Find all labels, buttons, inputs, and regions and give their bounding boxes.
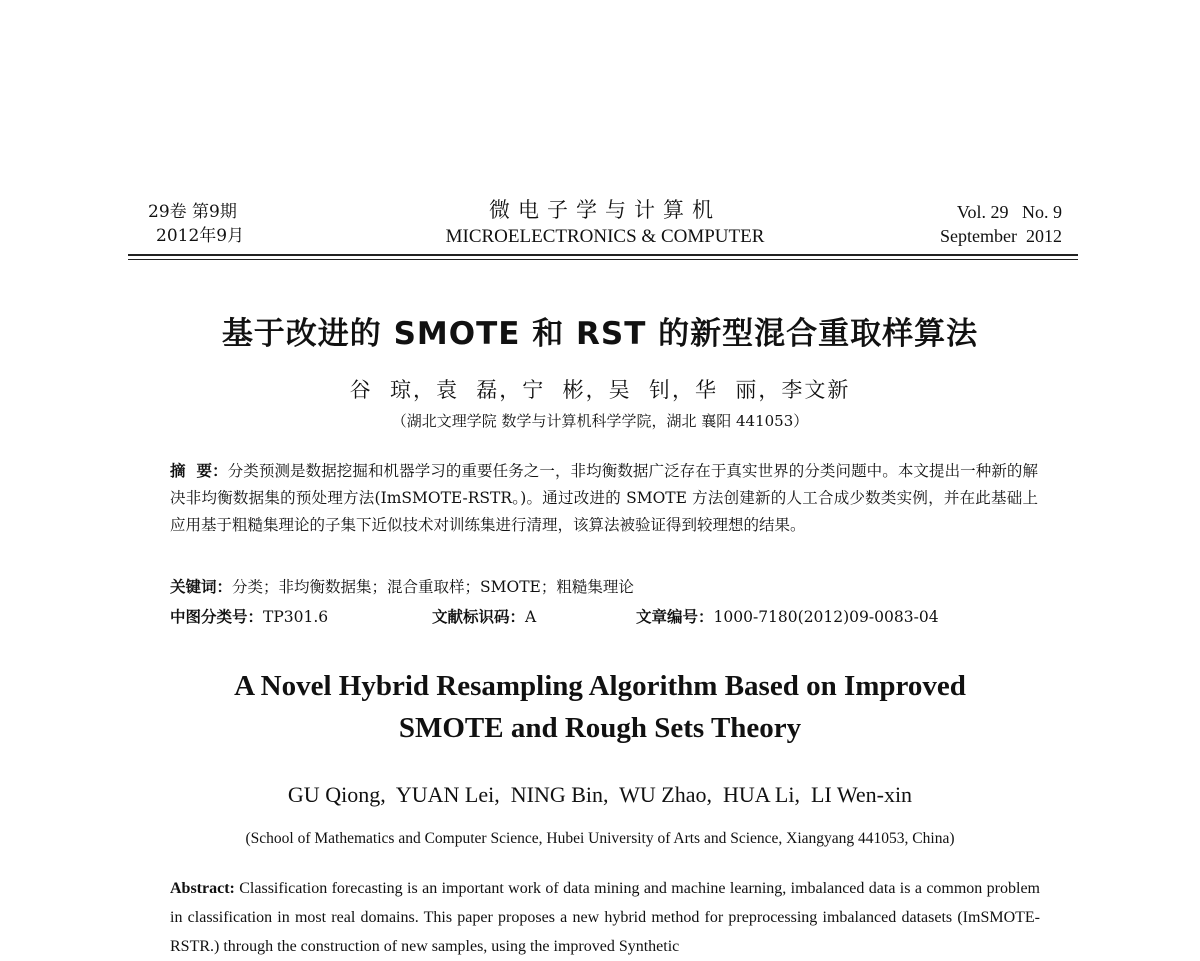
paper-title-en-line1: A Novel Hybrid Resampling Algorithm Based on Improved <box>234 670 966 702</box>
header-rule-thin <box>128 259 1078 260</box>
doc-label: 文献标识码： <box>432 608 526 626</box>
paper-title-cn: 基于改进的 SMOTE 和 RST 的新型混合重取样算法 <box>221 316 979 352</box>
keywords-cn-text: 分类；非均衡数据集；混合重取样；SMOTE；粗糙集理论 <box>232 578 634 596</box>
publication-date-en: September 2012 <box>940 226 1062 246</box>
doc-value: A <box>525 608 537 626</box>
article-number <box>636 606 939 628</box>
abstract-cn-text: 分类预测是数据挖掘和机器学习的重要任务之一，非均衡数据广泛存在于真实世界的分类问题中。本文提出一种新的解决非均衡数据集的预处理方法(ImSMOTE-RSTR。)。通过改进的 SMOTE 方法创建新的人工合成少数类实例，并在此基础上应用基于粗糙集理论的子集下近似技术对训练集进行清理，该算法被验证得到较理想的结果。 <box>170 462 1038 534</box>
publication-date-cn: 2012年9月 <box>156 226 245 246</box>
journal-volume-cn <box>148 200 244 248</box>
doc-code <box>432 606 636 628</box>
clc-code <box>170 606 432 628</box>
authors-en: GU Qiong, YUAN Lei, NING Bin, WU Zhao, HUA Li, LI Wen-xin <box>287 782 913 807</box>
abstract-cn-label: 摘 要： <box>170 462 228 480</box>
volume-issue-cn: 29卷 第9期 <box>148 202 237 222</box>
clc-label: 中图分类号： <box>170 608 264 626</box>
keywords-cn-label: 关键词： <box>170 578 233 596</box>
article-label: 文章编号： <box>636 608 714 626</box>
journal-name-en: MICROELECTRONICS & COMPUTER <box>445 226 765 247</box>
abstract-en-label: Abstract: <box>170 880 235 897</box>
authors-cn: 谷 琼，袁 磊，宁 彬，吴 钊，华 丽，李文新 <box>349 378 851 402</box>
affiliation-en: (School of Mathematics and Computer Science, Hubei University of Arts and Science, Xiangyang 441053, China) <box>245 830 955 847</box>
keywords-cn <box>170 576 634 598</box>
abstract-en <box>170 874 1040 961</box>
volume-issue-en: Vol. 29 No. 9 <box>956 202 1062 222</box>
abstract-en-text: Classification forecasting is an important work of data mining and machine learning, imbalanced data is a common problem in classification in most real domains. This paper proposes a new hybrid method for preprocessing imbalanced datasets (ImSMOTE-RSTR.) through the construction of new samples, using the improved Synthetic <box>170 880 1041 955</box>
article-value: 1000-7180(2012)09-0083-04 <box>713 608 939 626</box>
journal-name-cn: 微电子学与计算机 <box>489 198 721 222</box>
journal-name <box>420 196 790 250</box>
header-rule-thick <box>128 254 1078 256</box>
clc-value: TP301.6 <box>263 608 329 626</box>
journal-volume-en <box>940 200 1062 248</box>
classification-row <box>170 606 1030 628</box>
affiliation-cn: （湖北文理学院 数学与计算机科学学院，湖北 襄阳 441053） <box>391 412 809 430</box>
abstract-cn <box>170 458 1038 539</box>
paper-title-en-line2: SMOTE and Rough Sets Theory <box>398 712 802 744</box>
paper-title-en <box>0 665 1200 749</box>
